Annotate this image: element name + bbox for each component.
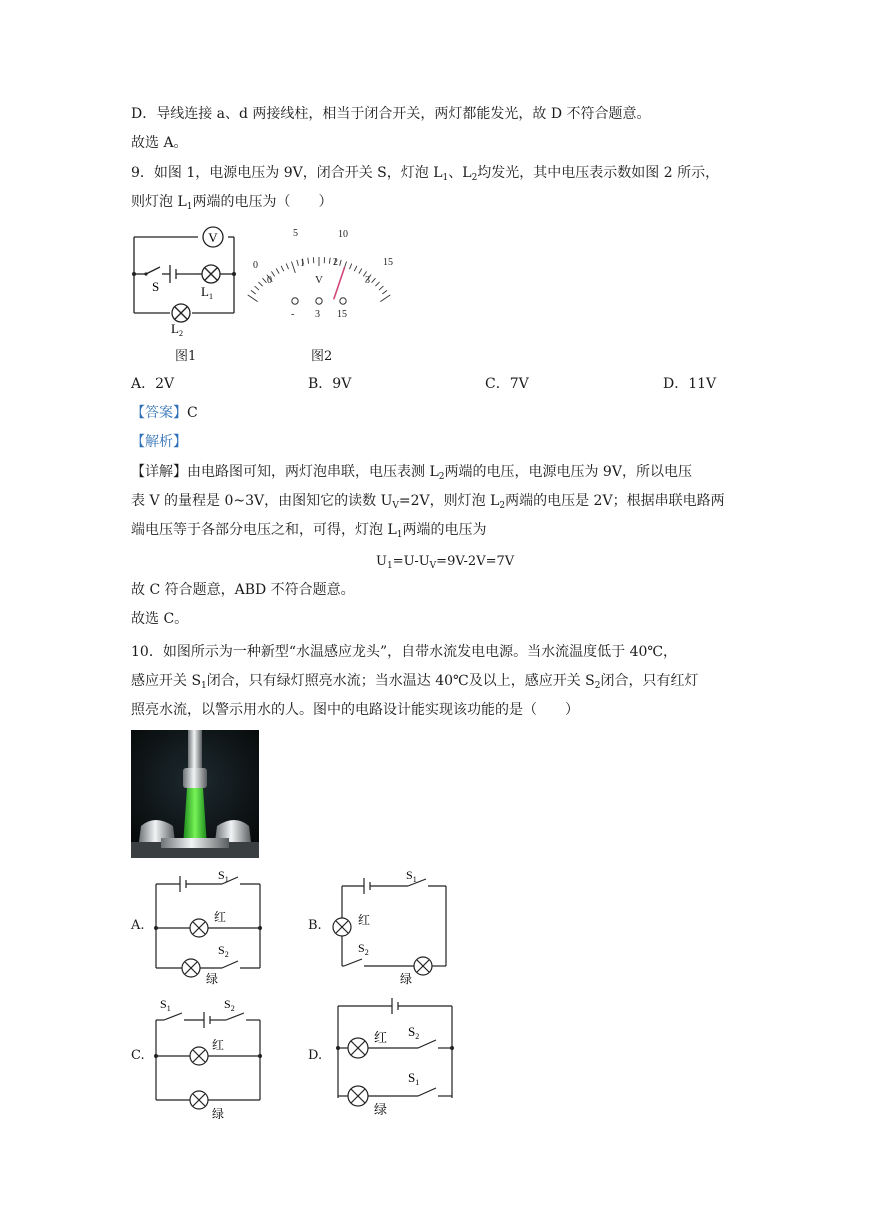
q10-circuit-b[interactable] [330, 866, 455, 986]
voltmeter-needle [334, 267, 345, 299]
q9-stem-line2: 则灯泡 $L_1$两端的电压为（ ） [131, 194, 333, 212]
q9-choose: 故选 C。 [131, 611, 189, 627]
terminal-minus-label: - [291, 309, 295, 320]
dial-unit-label: V [315, 274, 323, 286]
svg-text:S2: $S_2$ [408, 1024, 420, 1041]
svg-text:红: 红 [212, 1038, 225, 1052]
svg-text:红: 红 [214, 910, 227, 924]
lamp-l1-subscript: 1 [209, 292, 213, 301]
lamp-l2-label: L [171, 321, 179, 336]
dial-tick [251, 290, 256, 294]
q10-circuit-a[interactable] [150, 866, 270, 986]
q9-option-d[interactable]: D．11V [663, 376, 717, 392]
q9-option-a[interactable]: A．2V [131, 376, 175, 392]
q10-stem-line2: 感应开关 $S_1$闭合，只有绿灯照亮水流；当水温达 40℃及以上，感应开关 $S_2$闭合，只有红灯 [131, 673, 699, 691]
svg-text:S2: $S_2$ [218, 943, 229, 959]
q9-stem-line1: 9．如图 1，电源电压为 9V，闭合开关 S，灯泡 $L_1$、$L_2$均发光，其中电压表示数如图 2 所示， [131, 165, 720, 183]
terminal-3-label: 3 [315, 309, 320, 320]
svg-text:绿: 绿 [212, 1107, 225, 1119]
svg-text:S2: $S_2$ [358, 941, 369, 957]
dial-top-tick-15: 15 [383, 257, 393, 268]
dial-tick [291, 262, 295, 273]
q8-choose-text: 故选 A。 [131, 135, 188, 151]
svg-text:S1: $S_1$ [218, 868, 229, 884]
terminal-minus [292, 298, 298, 304]
q10-stem-line1: 10．如图所示为一种新型“水温感应龙头”，自带水流发电电源。当水流温度低于 40℃， [131, 644, 678, 660]
svg-text:绿: 绿 [374, 1102, 388, 1117]
svg-text:绿: 绿 [206, 972, 219, 986]
q9-detail-line1: 【详解】由电路图可知，两灯泡串联，电压表测 $L_2$两端的电压，电源电压为 9V，所以电压 [131, 464, 692, 482]
voltmeter-symbol: V [208, 230, 218, 245]
terminal-3 [316, 298, 322, 304]
q10-circuit-c[interactable] [150, 994, 270, 1119]
lamp-l1-label: L [201, 284, 209, 299]
svg-text:S2: $S_2$ [224, 997, 235, 1013]
q10-option-c-label[interactable]: C. [131, 1048, 145, 1063]
q9-option-b[interactable]: B．9V [308, 376, 352, 392]
q10-circuit-d[interactable] [330, 990, 460, 1118]
dial-tick [340, 260, 342, 266]
svg-text:红: 红 [374, 1030, 388, 1045]
dial-tick [308, 258, 309, 264]
q9-figure2-voltmeter-dial [245, 225, 397, 325]
svg-text:绿: 绿 [400, 972, 413, 986]
svg-text:S1: $S_1$ [406, 868, 417, 884]
dial-top-tick-0: 0 [253, 260, 258, 271]
dial-top-tick-10: 10 [338, 229, 348, 240]
q9-conclusion: 故 C 符合题意，ABD 不符合题意。 [131, 582, 355, 598]
dial-top-tick-5: 5 [293, 228, 298, 239]
q9-figure1-caption: 图1 [175, 349, 197, 364]
dial-tick [382, 290, 387, 294]
dial-tick [359, 268, 362, 273]
dial-tick [276, 268, 279, 273]
terminal-15-label: 15 [337, 309, 347, 320]
dial-bottom-tick-2: 2 [333, 257, 338, 268]
dial-bottom-tick-3: 3 [365, 275, 370, 286]
q9-figure2-caption: 图2 [311, 349, 333, 364]
dial-tick [263, 278, 267, 283]
dial-tick [372, 278, 376, 283]
dial-tick [380, 295, 390, 302]
dial-tick [349, 263, 351, 269]
q9-option-c[interactable]: C．7V [485, 376, 529, 392]
dial-tick [286, 263, 288, 269]
dial-tick [379, 286, 383, 290]
dial-tick [258, 282, 262, 286]
answer-tag: 【答案】 [131, 405, 187, 421]
dial-tick [375, 282, 379, 286]
dial-bottom-tick-0: 0 [267, 275, 272, 286]
dial-tick [255, 286, 259, 290]
q9-detail-line2: 表 V 的量程是 0~3V，由图知它的读数 $U_V=2V$，则灯泡 $L_2$两端的电压是 2V；根据串联电路两 [131, 493, 725, 511]
answer-value: C [187, 405, 198, 421]
svg-text:S1: $S_1$ [408, 1070, 420, 1087]
dial-tick [248, 295, 258, 302]
svg-text:S1: $S_1$ [160, 997, 171, 1013]
dial-tick [297, 260, 299, 266]
q10-option-d-label[interactable]: D. [308, 1048, 323, 1063]
faucet-photo [131, 730, 259, 858]
q10-option-a-label[interactable]: A. [131, 918, 145, 933]
q8-option-d-text: D．导线连接 a、d 两接线柱，相当于闭合开关，两灯都能发光，故 D 不符合题意。 [131, 106, 651, 122]
q9-answer-line [131, 403, 198, 423]
lamp-l2-subscript: 2 [179, 329, 183, 338]
terminal-15 [340, 298, 346, 304]
q9-analysis-tag: 【解析】 [131, 434, 187, 450]
dial-tick [329, 258, 330, 264]
dial-tick [354, 266, 357, 271]
dial-tick [281, 266, 284, 271]
dial-bottom-tick-1: 1 [300, 258, 305, 269]
svg-text:红: 红 [358, 913, 371, 927]
q9-formula: $U_1=U-U_V=9V-2V=7V$ [376, 554, 515, 571]
q10-option-b-label[interactable]: B. [308, 918, 322, 933]
q9-figure1-circuit [128, 225, 240, 365]
q9-detail-line3: 端电压等于各部分电压之和，可得，灯泡 $L_1$两端的电压为 [131, 522, 487, 540]
q10-stem-line3: 照亮水流，以警示用水的人。图中的电路设计能实现该功能的是（ ） [131, 702, 579, 718]
switch-s-label: S [152, 279, 160, 294]
